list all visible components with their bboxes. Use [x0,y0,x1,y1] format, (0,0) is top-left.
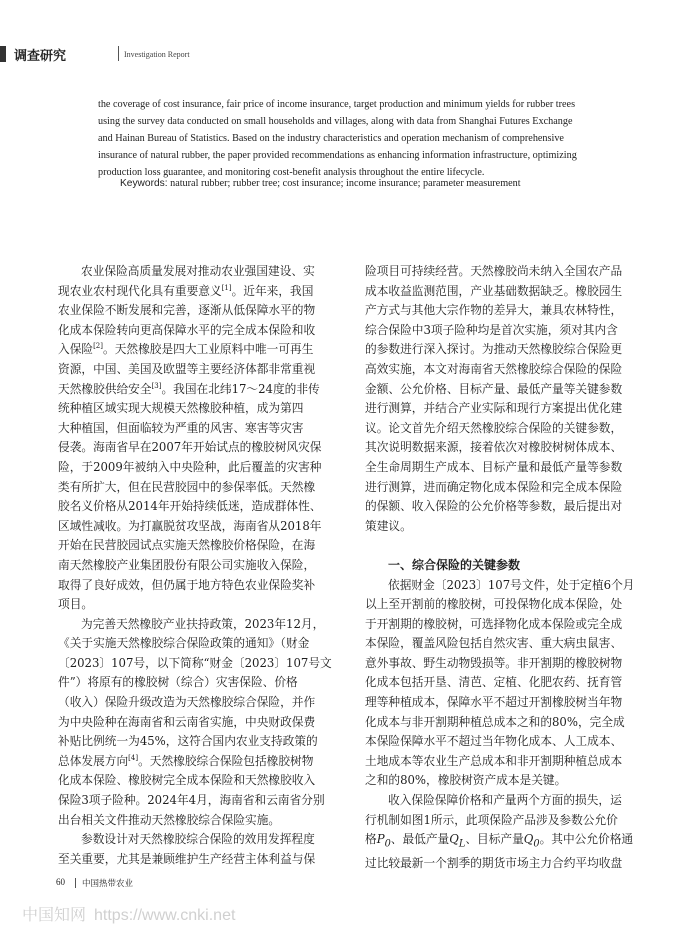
abstract-line: and Hainan Bureau of Statistics. Based on the industry characteristics and operation mechanism of comprehensive [98,133,564,144]
citation-ref: [2] [93,342,103,351]
symbol-p0: $P_0$ [376,832,391,850]
text-line: 的保额、收入保险的公允价格等参数，最后提出对 [365,499,623,514]
text-line: 成本收益监测范围，产业基础数据缺乏。橡胶园生 [365,283,623,298]
text-line: 化成本保险转向更高保障水平的完全成本保险和收 [58,322,316,337]
watermark-url: https://www.cnki.net [94,907,236,924]
text-line: （收入）保险升级改造为天然橡胶综合保险，并作 [58,695,316,710]
text-line: 农业保险不断发展和完善，逐渐从低保障水平的物 [58,303,316,318]
section-tag: 调查研究 [14,49,67,64]
text-line: 现农业农村现代化具有重要意义[1]。近年来，我国 [58,283,314,298]
text-line: 南天然橡胶产业集团股份有限公司实施收入保险， [58,557,316,572]
text-line: 为完善天然橡胶产业扶持政策，2023年12月， [81,616,325,631]
text-line-with-symbols [365,830,638,854]
text-line: 至关重要，尤其是兼顾维护生产经营主体利益与保 [58,851,316,866]
keywords-line [120,178,521,189]
text-line: 参数设计对天然橡胶综合保险的效用发挥程度 [81,832,315,847]
citation-ref: [3] [151,381,162,390]
abstract-line: insurance of natural rubber, the paper provided recommendations as enhancing information infrastructure, optimizing [98,150,577,161]
text-line: 〔2023〕107号，以下简称“财金〔2023〕107号文 [58,655,332,670]
text-line: 产方式与其他大宗作物的差异大，兼具农林特性， [365,303,623,318]
text-line: 取得了良好成效，但仍属于地方特色农业保险奖补 [58,577,316,592]
text-line: 胶名义价格从2014年开始持续低迷，造成群体性、 [58,499,322,514]
text-line: 高效实施，本文对海南省天然橡胶综合保险的保险 [365,361,623,376]
citation-ref: [4] [128,753,139,762]
text-line: 险项目可持续经营。天然橡胶尚未纳入全国农产品 [365,264,623,278]
abstract-english [98,96,618,181]
text-line: 为中央险种在海南省和云南省实施，中央财政保费 [58,714,316,729]
header-accent-bar [0,46,6,62]
text-line: 收入保险保障价格和产量两个方面的损失，运 [388,793,622,808]
text-line: 《关于实施天然橡胶综合保险政策的通知》（财金 [58,636,310,651]
text-segment: 、最低产量 [390,832,450,847]
section-tag-english: Investigation Report [124,50,190,59]
text-line: 保险3项子险种。2024年4月，海南省和云南省分别 [58,793,325,808]
text-line: 行机制如图1所示，此项保险产品涉及参数公允价 [365,812,618,827]
text-line: 化成本包括开垦、清芭、定植、化肥农药、抚育管 [365,675,623,690]
text-line: 补贴比例统一为45%，这符合国内农业支持政策的 [58,734,318,749]
text-line: 大种植国，但面临较为严重的风害、寒害等灾害 [58,420,304,435]
text-line: 进行测算，并结合产业实际和现行方案提出优化建 [365,401,623,416]
text-line: 区域性减收。为打赢脱贫攻坚战，海南省从2018年 [58,518,322,533]
text-line: 于开割期的橡胶树，可选择物化成本保险或完全成 [365,616,623,631]
journal-name: 中国热带农业 [82,879,134,889]
page-number: 60 [56,877,65,887]
text-line: 天然橡胶供给安全[3]。我国在北纬17～24度的非传 [58,381,320,396]
text-line: 化成本保险、橡胶树完全成本保险和天然橡胶收入 [58,773,316,788]
text-line: 依据财金〔2023〕107号文件，处于定植6个月 [388,577,635,592]
watermark-brand: 中国知网 [22,905,87,924]
section-heading: 一、综合保险的关键参数 [388,557,521,572]
header-divider [118,46,119,61]
text-line: 之和的80%，橡胶树资产成本是关键。 [365,773,567,788]
keywords-label: Keywords: [120,178,168,189]
text-line: 土地成本等农业生产总成本和非开割期种植总成本 [365,753,623,768]
text-line: 以上至开割前的橡胶树，可投保物化成本保险，处 [365,597,623,612]
body-left-column [58,262,348,869]
text-line: 资源，中国、美国及欧盟等主要经济体都非常重视 [58,361,316,376]
abstract-line: production loss guarantee, and monitoring cost-benefit analysis throughout the entire lifecycle. [98,167,485,178]
abstract-line: using the survey data conducted on small households and villages, along with data from Shanghai Futures Exchange [98,116,573,127]
text-line: 项目。 [58,597,94,612]
citation-ref: [1] [221,283,232,292]
text-line: 理等种植成本，保障水平不超过开割橡胶树当年物 [365,695,623,710]
text-line: 化成本与非开割期种植总成本之和的80%，完全成 [365,714,625,729]
text-line: 本保险，覆盖风险包括自然灾害、重大病虫鼠害、 [365,636,623,651]
text-line: 出台相关文件推动天然橡胶综合保险实施。 [58,812,281,827]
symbol-ql: $Q_L$ [449,832,466,850]
text-segment: 、目标产量 [465,832,524,847]
text-line: 过比较最新一个割季的期货市场主力合约平均收盘 [365,856,623,871]
body-right-column [365,262,638,874]
keywords-text: natural rubber; rubber tree; cost insurance; income insurance; parameter measurement [170,178,521,189]
text-line: 险，于2009年被纳入中央险种，此后覆盖的灾害种 [58,459,322,474]
text-line: 的参数进行深入探讨。为推动天然橡胶综合保险更 [365,342,623,357]
text-line: 策建议。 [365,518,412,533]
text-line: 综合保险中3项子险种均是首次实施，须对其内含 [365,322,618,337]
cnki-watermark [22,902,235,925]
footer-divider [75,878,76,888]
text-line: 侵袭。海南省早在2007年开始试点的橡胶树风灾保 [58,440,322,455]
text-line: 类有所扩大，但在民营胶园中的参保率低。天然橡 [58,479,316,494]
text-line: 开始在民营胶园试点实施天然橡胶价格保险，在海 [58,538,316,553]
text-line: 全生命周期生产成本、目标产量和最低产量等参数 [365,459,623,474]
text-line: 入保险[2]。天然橡胶是四大工业原料中唯一可再生 [58,342,314,357]
text-segment: 。其中公允价格通 [539,832,634,847]
text-line: 件”）将原有的橡胶树（综合）灾害保险、价格 [58,675,298,690]
text-line: 统种植区域实现大规模天然橡胶种植，成为第四 [58,401,304,416]
abstract-line: the coverage of cost insurance, fair price of income insurance, target production and minimum yields for rubber trees [98,99,576,110]
text-segment: 格 [365,832,377,847]
text-line: 意外事故、野生动物毁损等。非开割期的橡胶树物 [365,655,623,670]
symbol-q0: $Q_0$ [523,832,540,850]
text-line: 金额、公允价格、目标产量、最低产量等关键参数 [365,381,623,396]
text-line: 进行测算，进而确定物化成本保险和完全成本保险 [365,479,623,494]
text-line: 其次说明数据来源，接着依次对橡胶树树体成本、 [365,440,623,455]
text-line: 本保险保障水平不超过当年物化成本、人工成本、 [365,734,623,749]
text-line: 总体发展方向[4]。天然橡胶综合保险包括橡胶树物 [58,753,314,768]
text-line: 农业保险高质量发展对推动农业强国建设、实 [81,264,315,278]
text-line: 议。论文首先介绍天然橡胶综合保险的关键参数， [365,420,623,435]
